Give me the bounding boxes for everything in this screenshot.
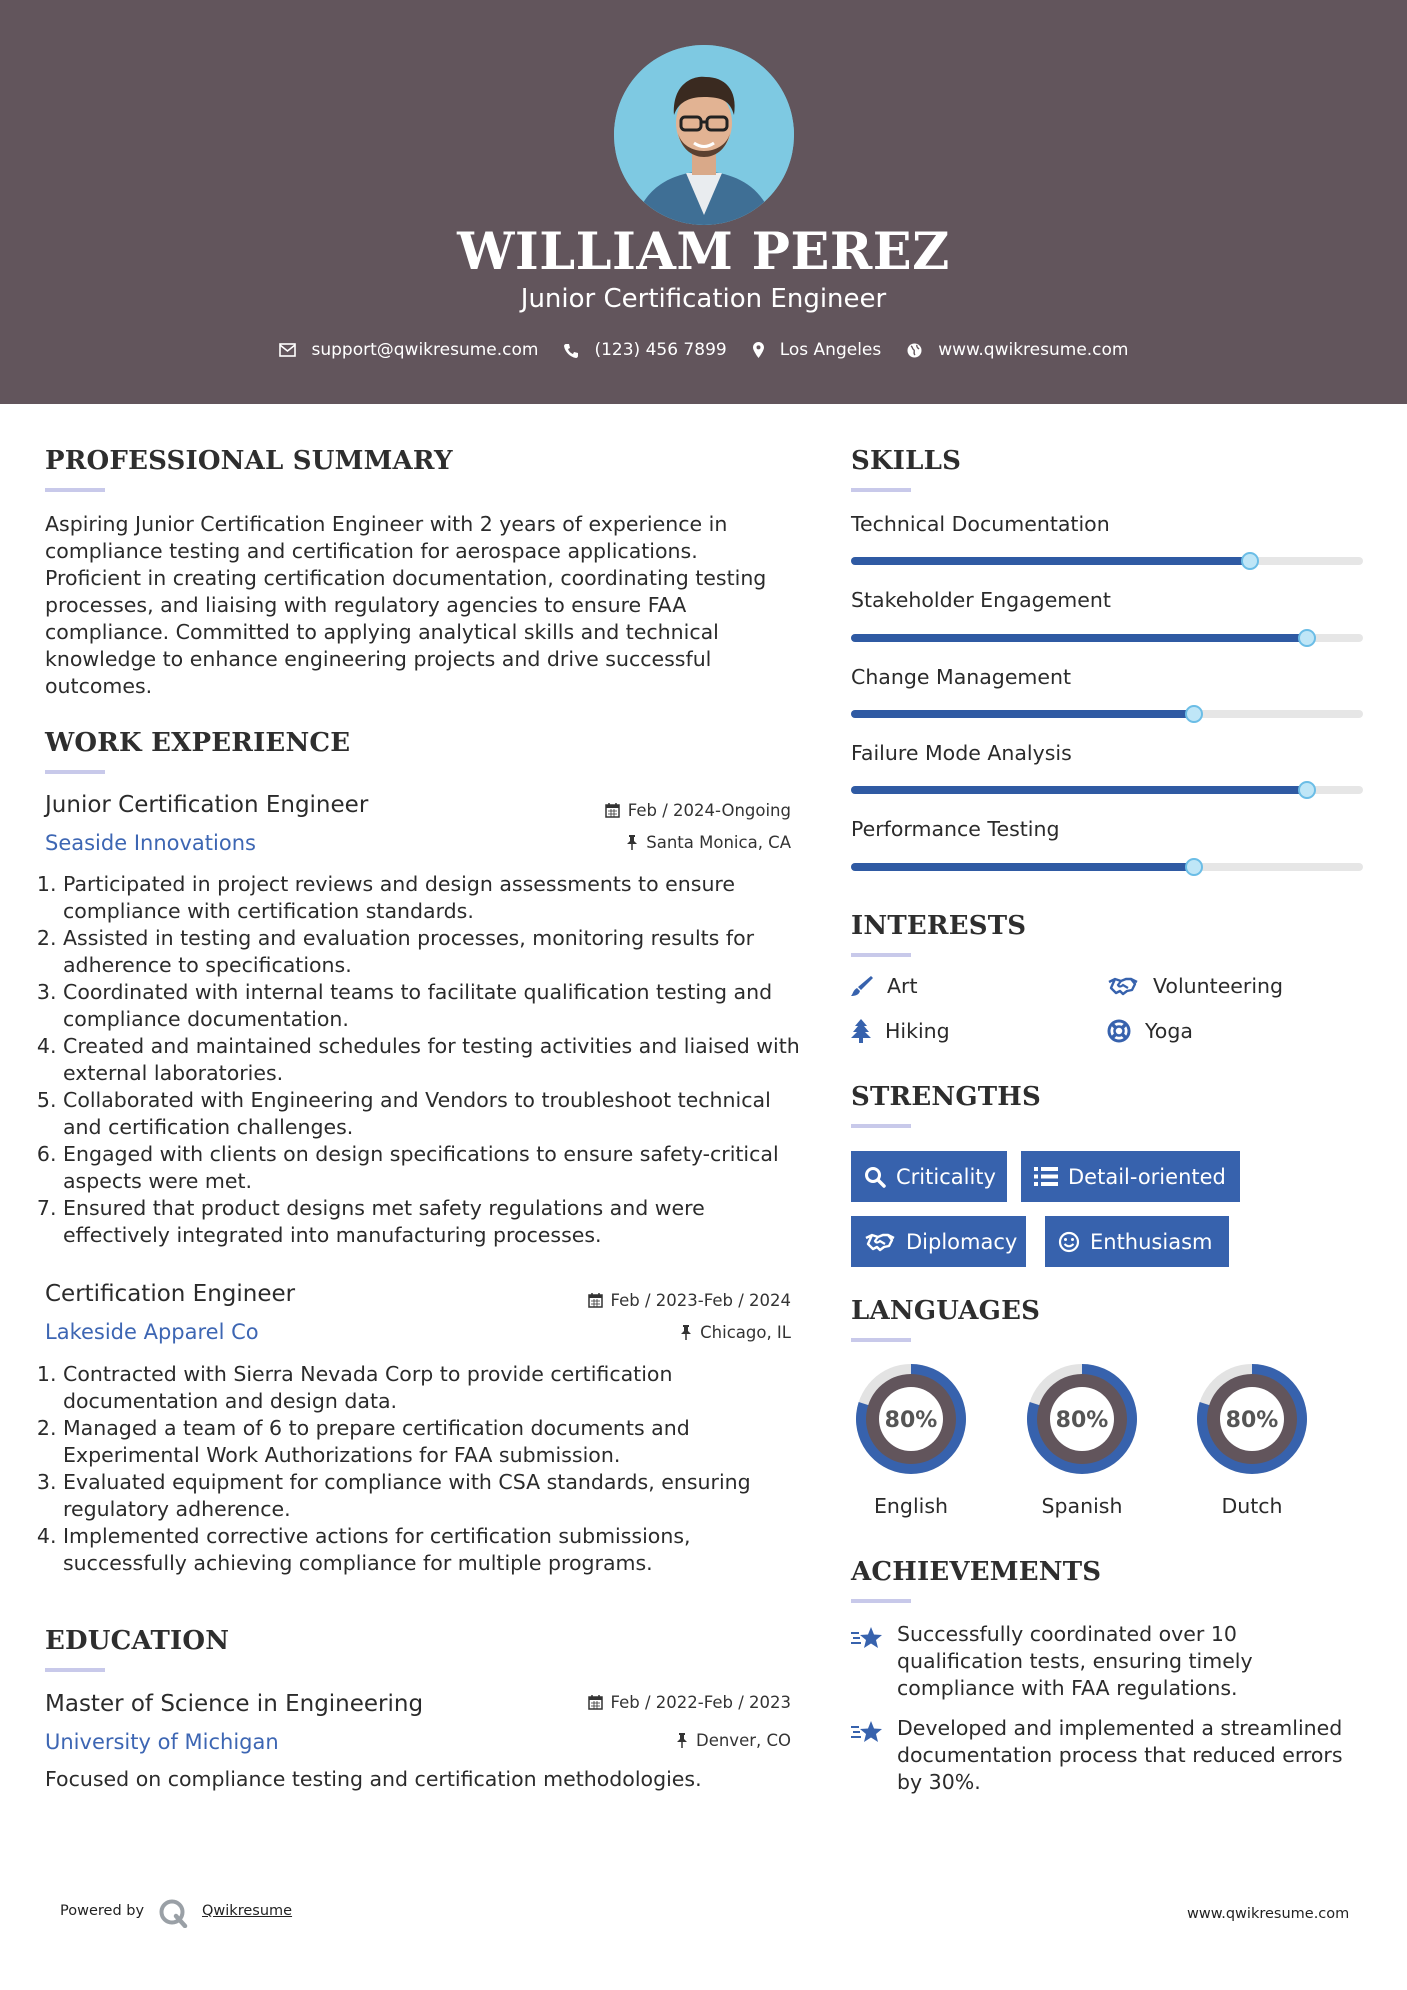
language-ring (1021, 1358, 1143, 1480)
list-icon (1034, 1167, 1068, 1186)
list-item: 7. Ensured that product designs met safety regulations and were effectively integrated into manufacturing processes. (63, 1195, 815, 1249)
skill-bar-fill (851, 863, 1194, 871)
pushpin-icon (676, 1733, 696, 1748)
language-item (850, 1358, 972, 1518)
job-date-text: Feb / 2024-Ongoing (627, 801, 791, 820)
company-name: Seaside Innovations (45, 831, 256, 855)
list-item: 3. Evaluated equipment for compliance with CSA standards, ensuring regulatory adherence. (63, 1469, 815, 1523)
skill-bar (851, 863, 1363, 871)
candidate-name: WILLIAM PEREZ (457, 222, 950, 282)
strength-tag-diplomacy (851, 1216, 1026, 1267)
education-heading: EDUCATION (45, 1626, 230, 1656)
list-item: 1. Contracted with Sierra Nevada Corp to provide certification documentation and design data. (63, 1361, 815, 1415)
qwikresume-logo-icon (158, 1898, 188, 1928)
strength-tag-detail-oriented (1021, 1151, 1240, 1202)
powered-by-label: Powered by (60, 1903, 145, 1919)
language-item (1191, 1358, 1313, 1518)
interest-label: Yoga (1145, 1019, 1193, 1043)
skill-bar-knob (1298, 629, 1316, 647)
interest-item-hiking (851, 1019, 950, 1043)
interest-item-yoga (1107, 1019, 1193, 1043)
job-date (480, 1291, 791, 1310)
language-item (1021, 1358, 1143, 1518)
skills-heading-underline (851, 488, 911, 492)
skill-label: Stakeholder Engagement (851, 588, 1111, 612)
education-location (480, 1731, 791, 1750)
contact-website-text: www.qwikresume.com (938, 340, 1129, 360)
list-item: 2. Managed a team of 6 to prepare certification documents and Experimental Work Authorizations for FAA submission. (63, 1415, 815, 1469)
interests-heading-underline (851, 953, 911, 957)
smile-icon (1058, 1231, 1090, 1253)
skill-bar-knob (1298, 781, 1316, 799)
interests-heading: INTERESTS (851, 911, 1027, 941)
education-date-text: Feb / 2022-Feb / 2023 (610, 1693, 791, 1712)
language-percent: 80% (1225, 1408, 1279, 1433)
strength-label: Diplomacy (906, 1229, 1018, 1254)
strength-tag-enthusiasm (1045, 1216, 1229, 1267)
handshake-icon (1107, 976, 1153, 996)
interest-item-art (851, 974, 918, 998)
calendar-icon (588, 1293, 611, 1308)
language-name: Dutch (1221, 1494, 1283, 1518)
job-responsibilities (45, 871, 815, 1249)
education-description: Focused on compliance testing and certification methodologies. (45, 1767, 702, 1791)
languages-heading: LANGUAGES (851, 1296, 1041, 1326)
achievements-heading: ACHIEVEMENTS (851, 1557, 1102, 1587)
candidate-title: Junior Certification Engineer (520, 284, 887, 314)
profile-photo (614, 45, 794, 225)
qwikresume-link[interactable]: Qwikresume (202, 1903, 293, 1919)
strengths-heading: STRENGTHS (851, 1082, 1042, 1112)
calendar-icon (605, 803, 628, 818)
job-responsibilities (45, 1361, 815, 1577)
interest-label: Hiking (885, 1019, 950, 1043)
skill-label: Technical Documentation (851, 512, 1110, 536)
summary-text: Aspiring Junior Certification Engineer with 2 years of experience in compliance testing and certification for aerospace applications. Proficient in creating certification documentation, coordinating testing processes, and liaising with regulatory agencies to ensure FAA compliance. Committed to applying analytical skills and technical knowledge to enhance engineering projects and drive successful outcomes. (45, 512, 767, 698)
skill-bar (851, 786, 1363, 794)
map-marker-icon (753, 342, 780, 358)
contact-website[interactable] (907, 340, 1128, 360)
list-item: 2. Assisted in testing and evaluation processes, monitoring results for adherence to specifications. (63, 925, 815, 979)
education-location-text: Denver, CO (695, 1731, 791, 1750)
achievement-text: Developed and implemented a streamlined documentation process that reduced errors by 30%. (897, 1716, 1343, 1794)
skills-heading: SKILLS (851, 446, 962, 476)
list-item: 6. Engaged with clients on design specifications to ensure safety-critical aspects were met. (63, 1141, 815, 1195)
skill-bar-fill (851, 557, 1250, 565)
shooting-star-icon (851, 1715, 897, 1745)
job-title: Junior Certification Engineer (45, 792, 369, 818)
language-percent: 80% (884, 1408, 938, 1433)
pushpin-icon (680, 1325, 700, 1340)
experience-heading-underline (45, 770, 105, 774)
skill-label: Performance Testing (851, 817, 1060, 841)
handshake-icon (864, 1232, 906, 1252)
skill-bar-knob (1241, 552, 1259, 570)
summary-heading: PROFESSIONAL SUMMARY (45, 446, 453, 476)
interest-label: Art (887, 974, 918, 998)
strength-label: Enthusiasm (1090, 1229, 1213, 1254)
search-icon (864, 1166, 896, 1188)
language-ring (850, 1358, 972, 1480)
job-date-text: Feb / 2023-Feb / 2024 (610, 1291, 791, 1310)
languages-heading-underline (851, 1338, 911, 1342)
skill-bar (851, 557, 1363, 565)
skill-label: Change Management (851, 665, 1072, 689)
job-date (480, 801, 791, 820)
language-percent: 80% (1055, 1408, 1109, 1433)
school-name: University of Michigan (45, 1730, 279, 1754)
language-ring (1191, 1358, 1313, 1480)
education-heading-underline (45, 1668, 105, 1672)
skill-bar-fill (851, 786, 1307, 794)
skill-label: Failure Mode Analysis (851, 741, 1072, 765)
degree-title: Master of Science in Engineering (45, 1691, 424, 1717)
strengths-heading-underline (851, 1124, 911, 1128)
summary-heading-underline (45, 488, 105, 492)
strength-label: Criticality (896, 1164, 996, 1189)
achievement-item (851, 1621, 1366, 1702)
list-item: 5. Collaborated with Engineering and Vendors to troubleshoot technical and certification challenges. (63, 1087, 815, 1141)
achievement-text: Successfully coordinated over 10 qualification tests, ensuring timely compliance with FAA regulations. (897, 1622, 1253, 1700)
experience-heading: WORK EXPERIENCE (45, 728, 351, 758)
lifebuoy-icon (1107, 1019, 1145, 1043)
skill-bar (851, 634, 1363, 642)
company-name: Lakeside Apparel Co (45, 1320, 259, 1344)
achievements-heading-underline (851, 1599, 911, 1603)
job-location-text: Santa Monica, CA (646, 833, 791, 852)
contact-email[interactable] (279, 340, 539, 360)
skill-bar (851, 710, 1363, 718)
skill-bar-fill (851, 710, 1194, 718)
education-date (480, 1693, 791, 1712)
skill-bar-fill (851, 634, 1307, 642)
skill-bar-knob (1185, 858, 1203, 876)
envelope-icon (279, 343, 312, 357)
job-location-text: Chicago, IL (700, 1323, 791, 1342)
footer-website-link[interactable]: www.qwikresume.com (1187, 1906, 1350, 1922)
tree-icon (851, 1019, 885, 1043)
phone-icon (564, 343, 594, 358)
job-title: Certification Engineer (45, 1281, 296, 1307)
contact-phone[interactable] (564, 340, 726, 360)
strength-tag-criticality (851, 1151, 1007, 1202)
interest-item-volunteering (1107, 974, 1283, 998)
contact-bar (0, 337, 1407, 363)
contact-email-text: support@qwikresume.com (311, 340, 539, 360)
list-item: 4. Implemented corrective actions for certification submissions, successfully achieving compliance for multiple programs. (63, 1523, 815, 1577)
list-item: 1. Participated in project reviews and design assessments to ensure compliance with certification standards. (63, 871, 815, 925)
achievement-item (851, 1715, 1366, 1796)
interest-label: Volunteering (1153, 974, 1284, 998)
list-item: 3. Coordinated with internal teams to facilitate qualification testing and compliance documentation. (63, 979, 815, 1033)
shooting-star-icon (851, 1621, 897, 1651)
skill-bar-knob (1185, 705, 1203, 723)
language-name: Spanish (1041, 1494, 1123, 1518)
contact-location-text: Los Angeles (779, 340, 882, 360)
paintbrush-icon (851, 975, 887, 997)
calendar-icon (588, 1695, 611, 1710)
strength-label: Detail-oriented (1068, 1164, 1226, 1189)
list-item: 4. Created and maintained schedules for testing activities and liaised with external laboratories. (63, 1033, 815, 1087)
contact-phone-text: (123) 456 7899 (594, 340, 727, 360)
pushpin-icon (626, 835, 646, 850)
job-location (480, 1323, 791, 1342)
contact-location (753, 340, 882, 360)
language-name: English (873, 1494, 949, 1518)
job-location (480, 833, 791, 852)
globe-icon (907, 343, 938, 358)
